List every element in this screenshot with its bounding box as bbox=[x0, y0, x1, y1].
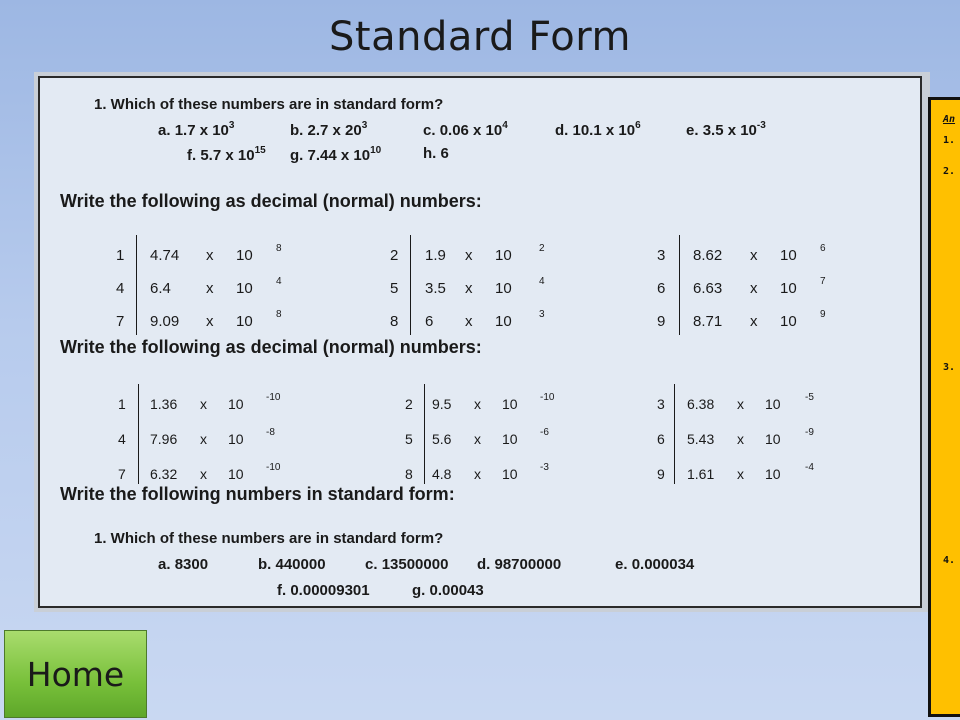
item-exponent: 2 bbox=[539, 243, 545, 254]
option-item bbox=[158, 556, 208, 573]
answer-marker: 1. bbox=[943, 135, 956, 146]
item-base: 10 bbox=[502, 466, 518, 482]
item-mantissa: 9.09 bbox=[150, 313, 180, 330]
option-label: b. bbox=[258, 556, 276, 573]
option-exponent: 3 bbox=[361, 120, 368, 131]
item-exponent: 6 bbox=[820, 243, 826, 254]
option-value: 13500000 bbox=[381, 556, 449, 573]
item-exponent: 4 bbox=[276, 276, 282, 287]
section3-heading: Write the following as decimal (normal) numbers: bbox=[60, 337, 482, 357]
item-base: 10 bbox=[228, 466, 244, 482]
item-number: 4 bbox=[116, 280, 125, 297]
option-item bbox=[423, 145, 449, 162]
item-exponent: -9 bbox=[805, 427, 814, 438]
item-mantissa: 6.4 bbox=[150, 280, 171, 297]
option-exponent: 4 bbox=[502, 120, 508, 131]
item-base: 10 bbox=[495, 280, 512, 297]
item-number: 2 bbox=[405, 396, 413, 412]
item-exponent: -10 bbox=[266, 462, 281, 473]
item-exponent: 8 bbox=[276, 243, 282, 254]
option-item bbox=[258, 556, 326, 573]
item-base: 10 bbox=[495, 313, 512, 330]
item-times: x bbox=[737, 431, 744, 447]
option-value: 0.00043 bbox=[429, 582, 484, 599]
item-number: 5 bbox=[390, 280, 399, 297]
slide-title: Standard Form bbox=[329, 14, 631, 60]
option-label: c. bbox=[423, 122, 440, 139]
item-exponent: -6 bbox=[540, 427, 549, 438]
option-label: d. bbox=[555, 122, 573, 139]
option-label: g. bbox=[290, 147, 308, 164]
item-number: 3 bbox=[657, 396, 665, 412]
column-divider bbox=[138, 384, 139, 484]
column-divider bbox=[136, 235, 137, 335]
item-times: x bbox=[737, 466, 744, 482]
option-label: f. bbox=[277, 582, 291, 599]
item-times: x bbox=[200, 466, 207, 482]
worksheet-image bbox=[34, 72, 930, 612]
option-exponent: -3 bbox=[756, 120, 766, 131]
option-exponent: 3 bbox=[228, 120, 235, 131]
option-value: 98700000 bbox=[494, 556, 562, 573]
option-label: g. bbox=[412, 582, 430, 599]
item-exponent: -8 bbox=[266, 427, 275, 438]
section4-question: 1. Which of these numbers are in standard form? bbox=[94, 530, 444, 547]
option-value: 6 bbox=[440, 145, 449, 162]
item-exponent: -3 bbox=[540, 462, 549, 473]
item-number: 6 bbox=[657, 431, 665, 447]
item-number: 5 bbox=[405, 431, 413, 447]
option-item bbox=[477, 556, 561, 573]
item-mantissa: 4.74 bbox=[150, 247, 180, 264]
answer-panel-title: An bbox=[943, 114, 956, 125]
item-number: 7 bbox=[118, 466, 126, 482]
option-value: 2.7 x 20 bbox=[307, 122, 362, 139]
home-button[interactable]: Home bbox=[4, 630, 147, 718]
item-base: 10 bbox=[765, 396, 781, 412]
option-item bbox=[555, 120, 641, 139]
item-base: 10 bbox=[236, 247, 253, 264]
item-times: x bbox=[474, 431, 481, 447]
item-times: x bbox=[206, 313, 214, 330]
item-times: x bbox=[750, 247, 758, 264]
item-times: x bbox=[474, 396, 481, 412]
item-exponent: -10 bbox=[266, 392, 281, 403]
answer-marker: 2. bbox=[943, 166, 956, 177]
item-mantissa: 1.9 bbox=[425, 247, 446, 264]
option-item bbox=[277, 582, 370, 599]
item-base: 10 bbox=[502, 396, 518, 412]
item-mantissa: 3.5 bbox=[425, 280, 446, 297]
option-item bbox=[423, 120, 508, 139]
item-base: 10 bbox=[502, 431, 518, 447]
item-times: x bbox=[750, 313, 758, 330]
item-number: 6 bbox=[657, 280, 666, 297]
item-exponent: -5 bbox=[805, 392, 814, 403]
item-mantissa: 5.6 bbox=[432, 431, 452, 447]
option-label: d. bbox=[477, 556, 495, 573]
option-value: 8300 bbox=[174, 556, 209, 573]
item-mantissa: 6.32 bbox=[150, 466, 178, 482]
option-item bbox=[686, 120, 766, 139]
option-exponent: 15 bbox=[254, 145, 266, 156]
option-label: h. bbox=[423, 145, 441, 162]
item-times: x bbox=[737, 396, 744, 412]
option-value: 5.7 x 10 bbox=[200, 147, 255, 164]
item-number: 8 bbox=[390, 313, 399, 330]
item-times: x bbox=[465, 280, 473, 297]
option-label: e. bbox=[615, 556, 632, 573]
item-times: x bbox=[200, 431, 207, 447]
option-value: 1.7 x 10 bbox=[174, 122, 229, 139]
item-times: x bbox=[206, 247, 214, 264]
column-divider bbox=[674, 384, 675, 484]
item-times: x bbox=[474, 466, 481, 482]
item-exponent: -4 bbox=[805, 462, 814, 473]
item-times: x bbox=[750, 280, 758, 297]
item-mantissa: 5.43 bbox=[687, 431, 715, 447]
item-base: 10 bbox=[228, 396, 244, 412]
option-item bbox=[290, 120, 367, 139]
option-label: f. bbox=[187, 147, 201, 164]
item-number: 8 bbox=[405, 466, 413, 482]
item-number: 3 bbox=[657, 247, 666, 264]
item-exponent: 8 bbox=[276, 309, 282, 320]
worksheet-content bbox=[38, 76, 922, 608]
item-mantissa: 1.61 bbox=[687, 466, 715, 482]
item-times: x bbox=[200, 396, 207, 412]
section1-question: 1. Which of these numbers are in standard form? bbox=[94, 96, 444, 113]
item-base: 10 bbox=[780, 280, 797, 297]
item-base: 10 bbox=[236, 280, 253, 297]
option-item bbox=[365, 556, 448, 573]
item-times: x bbox=[465, 313, 473, 330]
item-base: 10 bbox=[780, 313, 797, 330]
item-times: x bbox=[206, 280, 214, 297]
option-label: c. bbox=[365, 556, 382, 573]
item-number: 4 bbox=[118, 431, 126, 447]
item-exponent: 7 bbox=[820, 276, 826, 287]
option-value: 0.06 x 10 bbox=[439, 122, 503, 139]
option-label: a. bbox=[158, 556, 175, 573]
item-base: 10 bbox=[228, 431, 244, 447]
item-mantissa: 9.5 bbox=[432, 396, 452, 412]
item-exponent: 3 bbox=[539, 309, 545, 320]
item-number: 1 bbox=[116, 247, 125, 264]
option-exponent: 10 bbox=[370, 145, 382, 156]
option-item bbox=[615, 556, 694, 573]
item-base: 10 bbox=[765, 466, 781, 482]
item-base: 10 bbox=[780, 247, 797, 264]
column-divider bbox=[679, 235, 680, 335]
column-divider bbox=[424, 384, 425, 484]
answer-marker: 4. bbox=[943, 555, 956, 566]
item-base: 10 bbox=[495, 247, 512, 264]
item-base: 10 bbox=[236, 313, 253, 330]
item-number: 9 bbox=[657, 313, 666, 330]
option-value: 10.1 x 10 bbox=[572, 122, 636, 139]
answer-panel bbox=[928, 97, 960, 717]
item-mantissa: 4.8 bbox=[432, 466, 452, 482]
item-mantissa: 1.36 bbox=[150, 396, 178, 412]
item-exponent: 9 bbox=[820, 309, 826, 320]
answer-marker: 3. bbox=[943, 362, 956, 373]
option-label: a. bbox=[158, 122, 175, 139]
option-item bbox=[158, 120, 234, 139]
column-divider bbox=[410, 235, 411, 335]
item-mantissa: 8.62 bbox=[693, 247, 723, 264]
item-base: 10 bbox=[765, 431, 781, 447]
item-exponent: -10 bbox=[540, 392, 555, 403]
item-mantissa: 6.63 bbox=[693, 280, 723, 297]
item-number: 7 bbox=[116, 313, 125, 330]
item-number: 9 bbox=[657, 466, 665, 482]
section4-heading: Write the following numbers in standard form: bbox=[60, 484, 455, 504]
item-exponent: 4 bbox=[539, 276, 545, 287]
option-item bbox=[290, 145, 381, 164]
option-label: e. bbox=[686, 122, 703, 139]
item-number: 1 bbox=[118, 396, 126, 412]
option-value: 440000 bbox=[275, 556, 326, 573]
option-exponent: 6 bbox=[635, 120, 641, 131]
option-value: 0.00009301 bbox=[290, 582, 370, 599]
option-item bbox=[187, 145, 266, 164]
item-mantissa: 6 bbox=[425, 313, 434, 330]
option-value: 7.44 x 10 bbox=[307, 147, 371, 164]
option-item bbox=[412, 582, 484, 599]
item-mantissa: 6.38 bbox=[687, 396, 715, 412]
item-times: x bbox=[465, 247, 473, 264]
option-value: 0.000034 bbox=[631, 556, 695, 573]
section2-heading: Write the following as decimal (normal) numbers: bbox=[60, 191, 482, 211]
item-number: 2 bbox=[390, 247, 399, 264]
option-value: 3.5 x 10 bbox=[702, 122, 757, 139]
item-mantissa: 8.71 bbox=[693, 313, 723, 330]
option-label: b. bbox=[290, 122, 308, 139]
item-mantissa: 7.96 bbox=[150, 431, 178, 447]
